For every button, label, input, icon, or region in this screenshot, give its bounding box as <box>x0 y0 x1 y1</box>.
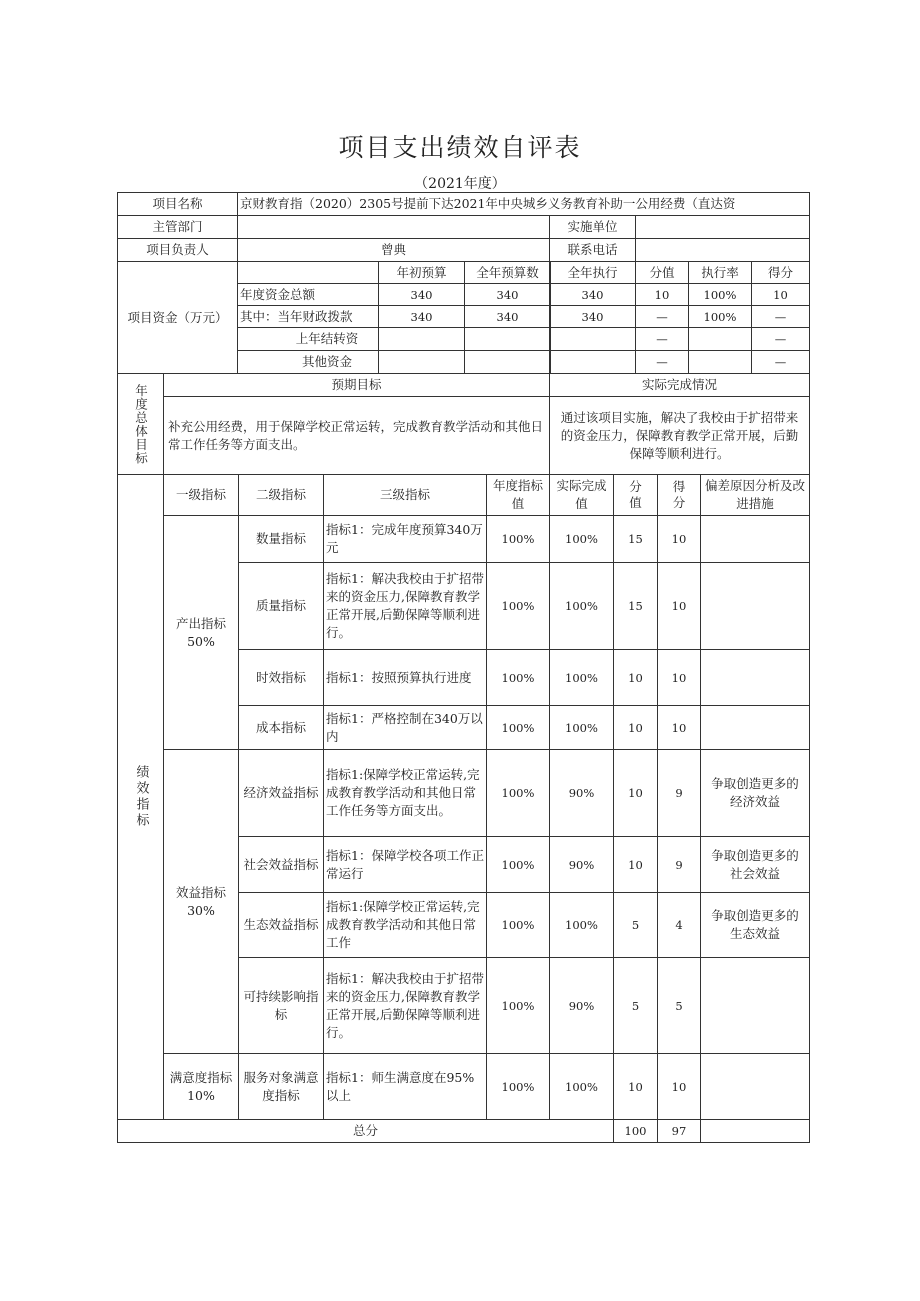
report-year: （2021年度） <box>414 176 506 192</box>
funds-cell: 340 <box>549 283 636 306</box>
note-cell <box>700 515 810 563</box>
funds-cell: — <box>635 350 689 374</box>
funds-cell: — <box>635 327 689 351</box>
funds-label: 项目资金（万元） <box>117 261 238 374</box>
level3-cell: 指标1：严格控制在340万以内 <box>323 705 487 750</box>
ind-header-points: 分值 <box>613 474 658 516</box>
funds-cell <box>464 350 551 374</box>
funds-header: 得分 <box>751 261 810 284</box>
level2-cell: 质量指标 <box>238 562 324 650</box>
phone-label: 联系电话 <box>549 238 636 262</box>
funds-cell <box>378 327 465 351</box>
note-cell <box>700 1053 810 1120</box>
actual-cell: 100% <box>549 892 614 958</box>
level2-cell: 成本指标 <box>238 705 324 750</box>
note-cell <box>700 562 810 650</box>
target-cell: 100% <box>486 749 550 837</box>
score-cell: 4 <box>657 892 701 958</box>
points-cell: 10 <box>613 749 658 837</box>
funds-row-name: 其他资金 <box>237 350 379 374</box>
score-cell: 10 <box>657 1053 701 1120</box>
funds-header: 执行率 <box>688 261 752 284</box>
dept-value <box>237 215 550 239</box>
funds-cell: — <box>751 350 810 374</box>
project-name-label: 项目名称 <box>117 192 238 216</box>
note-cell <box>700 649 810 706</box>
actual-cell: 90% <box>549 957 614 1054</box>
note-cell: 争取创造更多的经济效益 <box>700 749 810 837</box>
score-cell: 10 <box>657 562 701 650</box>
ind-header-target: 年度指标值 <box>486 474 550 516</box>
funds-corner <box>237 261 379 284</box>
page-title: 项目支出绩效自评表 <box>338 133 582 162</box>
ind-header-level3: 三级指标 <box>323 474 487 516</box>
funds-cell: 10 <box>635 283 689 306</box>
total-label: 总分 <box>117 1119 614 1143</box>
level2-cell: 社会效益指标 <box>238 836 324 893</box>
note-cell: 争取创造更多的生态效益 <box>700 892 810 958</box>
actual-cell: 100% <box>549 705 614 750</box>
score-cell: 10 <box>657 649 701 706</box>
score-cell: 10 <box>657 515 701 563</box>
score-cell: 5 <box>657 957 701 1054</box>
funds-cell <box>549 350 636 374</box>
indicators-label: 绩效指标 <box>117 474 164 1120</box>
target-cell: 100% <box>486 705 550 750</box>
level2-cell: 经济效益指标 <box>238 749 324 837</box>
funds-cell: — <box>751 305 810 328</box>
dept-label: 主管部门 <box>117 215 238 239</box>
points-cell: 5 <box>613 957 658 1054</box>
funds-header: 全年预算数 <box>464 261 551 284</box>
funds-cell: 100% <box>688 305 752 328</box>
actual-result-text: 通过该项目实施，解决了我校由于扩招带来的资金压力，保障教育教学正常开展，后勤保障等顺利进行。 <box>549 396 810 475</box>
target-cell: 100% <box>486 957 550 1054</box>
points-cell: 10 <box>613 705 658 750</box>
target-cell: 100% <box>486 562 550 650</box>
funds-cell: 340 <box>464 283 551 306</box>
note-cell <box>700 705 810 750</box>
points-cell: 15 <box>613 515 658 563</box>
level2-cell: 生态效益指标 <box>238 892 324 958</box>
level3-cell: 指标1:保障学校正常运转,完成教育教学活动和其他日常工作 <box>323 892 487 958</box>
ind-header-level1: 一级指标 <box>163 474 239 516</box>
note-cell <box>700 957 810 1054</box>
level3-cell: 指标1：保障学校各项工作正常运行 <box>323 836 487 893</box>
leader-value: 曾典 <box>237 238 550 262</box>
level2-cell: 可持续影响指标 <box>238 957 324 1054</box>
impl-unit-label: 实施单位 <box>549 215 636 239</box>
points-cell: 10 <box>613 649 658 706</box>
funds-header: 年初预算 <box>378 261 465 284</box>
level2-cell: 数量指标 <box>238 515 324 563</box>
target-cell: 100% <box>486 649 550 706</box>
funds-cell: — <box>751 327 810 351</box>
level1-output: 产出指标50% <box>163 515 239 750</box>
points-cell: 10 <box>613 836 658 893</box>
total-score: 97 <box>657 1119 701 1143</box>
evaluation-table <box>118 193 810 1144</box>
expected-goal-text: 补充公用经费，用于保障学校正常运转，完成教育教学活动和其他日常工作任务等方面支出。 <box>163 396 550 475</box>
note-cell: 争取创造更多的社会效益 <box>700 836 810 893</box>
target-cell: 100% <box>486 1053 550 1120</box>
ind-header-level2: 二级指标 <box>238 474 324 516</box>
level2-cell: 时效指标 <box>238 649 324 706</box>
actual-cell: 100% <box>549 649 614 706</box>
phone-value <box>635 238 810 262</box>
points-cell: 10 <box>613 1053 658 1120</box>
actual-cell: 100% <box>549 515 614 563</box>
funds-cell <box>688 350 752 374</box>
funds-row-name: 上年结转资 <box>237 327 379 351</box>
goals-label: 年度总体目标 <box>117 373 164 475</box>
funds-cell: 100% <box>688 283 752 306</box>
level3-cell: 指标1：师生满意度在95%以上 <box>323 1053 487 1120</box>
level3-cell: 指标1：解决我校由于扩招带来的资金压力,保障教育教学正常开展,后勤保障等顺利进行。 <box>323 562 487 650</box>
level3-cell: 指标1：按照预算执行进度 <box>323 649 487 706</box>
target-cell: 100% <box>486 892 550 958</box>
score-cell: 9 <box>657 749 701 837</box>
funds-cell <box>688 327 752 351</box>
funds-cell <box>378 350 465 374</box>
level3-cell: 指标1：完成年度预算340万元 <box>323 515 487 563</box>
funds-cell: — <box>635 305 689 328</box>
funds-cell: 10 <box>751 283 810 306</box>
level1-benefit: 效益指标30% <box>163 749 239 1054</box>
actual-result-header: 实际完成情况 <box>549 373 810 397</box>
actual-cell: 90% <box>549 836 614 893</box>
target-cell: 100% <box>486 836 550 893</box>
project-name-value: 京财教育指（2020）2305号提前下达2021年中央城乡义务教育补助一公用经费（直达资 <box>237 192 810 216</box>
total-note <box>700 1119 810 1143</box>
funds-header: 全年执行 <box>549 261 636 284</box>
points-cell: 15 <box>613 562 658 650</box>
funds-cell: 340 <box>464 305 551 328</box>
funds-cell <box>464 327 551 351</box>
funds-cell: 340 <box>549 305 636 328</box>
funds-row-name: 年度资金总额 <box>237 283 379 306</box>
actual-cell: 100% <box>549 562 614 650</box>
funds-row-name: 其中：当年财政拨款 <box>237 305 379 328</box>
level1-satisfaction: 满意度指标10% <box>163 1053 239 1120</box>
actual-cell: 90% <box>549 749 614 837</box>
funds-cell: 340 <box>378 305 465 328</box>
impl-unit-value <box>635 215 810 239</box>
leader-label: 项目负责人 <box>117 238 238 262</box>
target-cell: 100% <box>486 515 550 563</box>
level3-cell: 指标1：解决我校由于扩招带来的资金压力,保障教育教学正常开展,后勤保障等顺利进行。 <box>323 957 487 1054</box>
level2-cell: 服务对象满意度指标 <box>238 1053 324 1120</box>
level3-cell: 指标1:保障学校正常运转,完成教育教学活动和其他日常工作任务等方面支出。 <box>323 749 487 837</box>
expected-goal-header: 预期目标 <box>163 373 550 397</box>
ind-header-note: 偏差原因分析及改进措施 <box>700 474 810 516</box>
ind-header-score: 得分 <box>657 474 701 516</box>
total-points: 100 <box>613 1119 658 1143</box>
funds-cell <box>549 327 636 351</box>
score-cell: 10 <box>657 705 701 750</box>
ind-header-actual: 实际完成值 <box>549 474 614 516</box>
score-cell: 9 <box>657 836 701 893</box>
actual-cell: 100% <box>549 1053 614 1120</box>
funds-header: 分值 <box>635 261 689 284</box>
points-cell: 5 <box>613 892 658 958</box>
funds-cell: 340 <box>378 283 465 306</box>
